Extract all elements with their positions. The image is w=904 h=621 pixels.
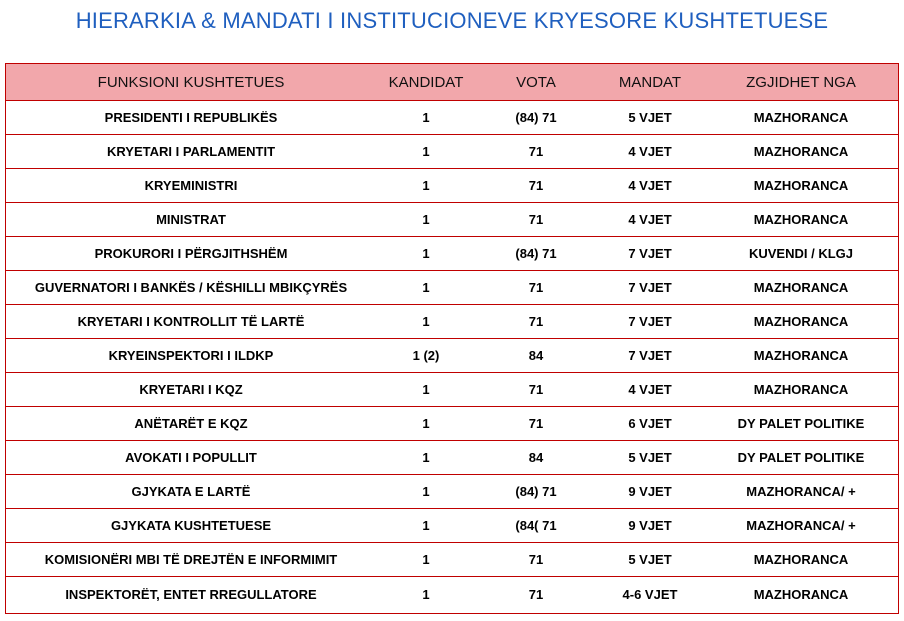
cell-funksioni: KRYETARI I KONTROLLIT TË LARTË: [77, 314, 305, 329]
table-row: [6, 135, 898, 169]
cell-funksioni: KOMISIONËRI MBI TË DREJTËN E INFORMIMIT: [44, 552, 338, 567]
cell-vota: 71: [528, 382, 544, 397]
cell-mandat: 5 VJET: [628, 450, 672, 465]
table-row: [6, 203, 898, 237]
cell-zgjidhet-nga: KUVENDI / KLGJ: [748, 246, 853, 261]
table-header-row: [6, 64, 898, 101]
cell-kandidat: 1: [422, 110, 430, 125]
cell-mandat: 7 VJET: [628, 280, 672, 295]
cell-mandat: 7 VJET: [628, 246, 672, 261]
cell-funksioni: KRYETARI I KQZ: [139, 382, 243, 397]
table-row: [6, 441, 898, 475]
cell-zgjidhet-nga: MAZHORANCA: [753, 586, 849, 602]
cell-funksioni: MINISTRAT: [156, 212, 226, 227]
cell-vota: 71: [528, 212, 544, 227]
header-zgjidhet-nga: ZGJIDHET NGA: [746, 73, 856, 91]
institutions-table: [5, 63, 899, 614]
cell-zgjidhet-nga: MAZHORANCA: [753, 382, 849, 397]
cell-funksioni: GUVERNATORI I BANKËS / KËSHILLI MBIKÇYRËS: [34, 280, 348, 295]
cell-mandat: 4 VJET: [628, 178, 672, 193]
cell-funksioni: ANËTARËT E KQZ: [134, 416, 248, 431]
table-row: [6, 509, 898, 543]
cell-funksioni: KRYEMINISTRI: [144, 178, 238, 193]
header-kandidat: KANDIDAT: [388, 73, 464, 91]
cell-zgjidhet-nga: MAZHORANCA: [753, 212, 849, 227]
cell-mandat: 7 VJET: [628, 348, 672, 363]
cell-zgjidhet-nga: MAZHORANCA: [753, 178, 849, 193]
cell-vota: 71: [528, 178, 544, 193]
cell-zgjidhet-nga: MAZHORANCA: [753, 144, 849, 159]
table-body: [6, 101, 898, 611]
cell-zgjidhet-nga: MAZHORANCA/ +: [746, 484, 856, 499]
page-title: HIERARKIA & MANDATI I INSTITUCIONEVE KRYESORE KUSHTETUESE: [75, 8, 829, 33]
cell-mandat: 6 VJET: [628, 416, 672, 431]
cell-kandidat: 1: [422, 552, 430, 567]
cell-mandat: 7 VJET: [628, 314, 672, 329]
cell-zgjidhet-nga: MAZHORANCA: [753, 110, 849, 125]
cell-zgjidhet-nga: MAZHORANCA: [753, 348, 849, 363]
cell-zgjidhet-nga: MAZHORANCA: [753, 314, 849, 329]
cell-vota: 71: [528, 552, 544, 567]
cell-mandat: 9 VJET: [628, 484, 672, 499]
cell-vota: (84( 71: [515, 518, 557, 533]
header-funksioni: FUNKSIONI KUSHTETUES: [97, 73, 285, 91]
cell-funksioni: KRYETARI I PARLAMENTIT: [106, 144, 276, 159]
cell-vota: (84) 71: [515, 110, 557, 125]
cell-zgjidhet-nga: MAZHORANCA: [753, 280, 849, 295]
header-vota: VOTA: [516, 73, 556, 91]
header-mandat: MANDAT: [618, 73, 682, 91]
cell-vota: 84: [528, 348, 544, 363]
cell-zgjidhet-nga: MAZHORANCA/ +: [746, 518, 856, 533]
table-row: [6, 169, 898, 203]
table-row: [6, 577, 898, 611]
cell-vota: 71: [528, 280, 544, 295]
cell-vota: 71: [528, 416, 544, 431]
cell-kandidat: 1: [422, 246, 430, 261]
cell-vota: 84: [528, 450, 544, 465]
cell-mandat: 5 VJET: [628, 110, 672, 125]
cell-vota: 71: [528, 144, 544, 159]
cell-kandidat: 1: [422, 484, 430, 499]
cell-funksioni: GJYKATA E LARTË: [131, 484, 251, 499]
cell-vota: 71: [528, 586, 544, 602]
cell-zgjidhet-nga: MAZHORANCA: [753, 552, 849, 567]
cell-mandat: 4 VJET: [628, 382, 672, 397]
cell-kandidat: 1: [422, 212, 430, 227]
cell-mandat: 4 VJET: [628, 144, 672, 159]
cell-vota: (84) 71: [515, 246, 557, 261]
cell-funksioni: INSPEKTORËT, ENTET RREGULLATORE: [65, 586, 317, 602]
cell-kandidat: 1: [422, 450, 430, 465]
cell-kandidat: 1 (2): [412, 348, 440, 363]
table-row: [6, 339, 898, 373]
table-row: [6, 101, 898, 135]
cell-mandat: 4 VJET: [628, 212, 672, 227]
table-row: [6, 373, 898, 407]
table-row: [6, 475, 898, 509]
cell-kandidat: 1: [422, 314, 430, 329]
cell-kandidat: 1: [422, 382, 430, 397]
cell-funksioni: PRESIDENTI I REPUBLIKËS: [104, 110, 278, 125]
cell-kandidat: 1: [422, 416, 430, 431]
cell-funksioni: KRYEINSPEKTORI I ILDKP: [108, 348, 274, 363]
cell-mandat: 4-6 VJET: [622, 586, 678, 602]
cell-zgjidhet-nga: DY PALET POLITIKE: [737, 450, 865, 465]
table-row: [6, 407, 898, 441]
cell-funksioni: GJYKATA KUSHTETUESE: [110, 518, 272, 533]
cell-kandidat: 1: [422, 178, 430, 193]
table-row: [6, 543, 898, 577]
cell-mandat: 9 VJET: [628, 518, 672, 533]
cell-mandat: 5 VJET: [628, 552, 672, 567]
cell-funksioni: AVOKATI I POPULLIT: [125, 450, 257, 465]
cell-kandidat: 1: [422, 518, 430, 533]
table-row: [6, 237, 898, 271]
table-row: [6, 271, 898, 305]
cell-funksioni: PROKURORI I PËRGJITHSHËM: [94, 246, 288, 261]
cell-kandidat: 1: [422, 280, 430, 295]
cell-vota: 71: [528, 314, 544, 329]
cell-kandidat: 1: [422, 144, 430, 159]
cell-kandidat: 1: [422, 586, 430, 602]
cell-zgjidhet-nga: DY PALET POLITIKE: [737, 416, 865, 431]
table-row: [6, 305, 898, 339]
cell-vota: (84) 71: [515, 484, 557, 499]
